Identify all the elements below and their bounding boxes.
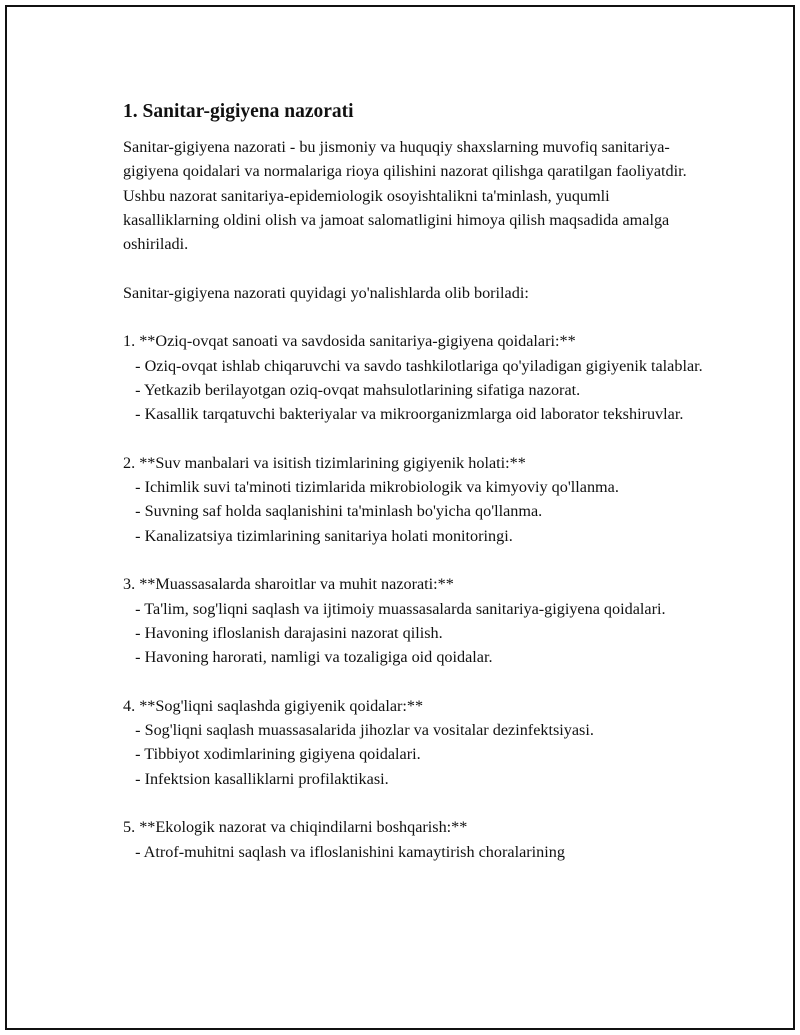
document-heading: 1. Sanitar-gigiyena nazorati	[123, 101, 354, 122]
list-item: - Yetkazib berilayotgan oziq-ovqat mahsulotlarining sifatiga nazorat.	[135, 380, 581, 399]
section-4	[123, 694, 703, 791]
document-body	[123, 99, 703, 864]
section-5	[123, 815, 703, 864]
list-item: - Kanalizatsiya tizimlarining sanitariya holati monitoringi.	[135, 526, 513, 545]
list-item: - Havoning harorati, namligi va tozaligiga oid qoidalar.	[135, 648, 493, 667]
section-title: 3. **Muassasalarda sharoitlar va muhit nazorati:**	[123, 575, 454, 594]
lead-paragraph: Sanitar-gigiyena nazorati quyidagi yo'nalishlarda olib boriladi:	[123, 283, 529, 302]
spacer	[123, 791, 703, 815]
list-item: - Oziq-ovqat ishlab chiqaruvchi va savdo tashkilotlariga qo'yiladigan gigiyenik talablar.	[135, 356, 703, 375]
section-title: 1. **Oziq-ovqat sanoati va savdosida sanitariya-gigiyena qoidalari:**	[123, 332, 576, 351]
section-3	[123, 572, 703, 669]
list-item: - Sog'liqni saqlash muassasalarida jihozlar va vositalar dezinfektsiyasi.	[135, 721, 594, 740]
section-2	[123, 451, 703, 548]
spacer	[123, 256, 703, 280]
list-item: - Suvning saf holda saqlanishini ta'minlash bo'yicha qo'llanma.	[135, 502, 543, 521]
list-item: - Tibbiyot xodimlarining gigiyena qoidalari.	[135, 745, 421, 764]
spacer	[123, 305, 703, 329]
spacer	[123, 427, 703, 451]
page	[5, 5, 795, 1030]
list-item: - Kasallik tarqatuvchi bakteriyalar va mikroorganizmlarga oid laborator tekshiruvlar.	[135, 405, 684, 424]
list-item: - Ta'lim, sog'liqni saqlash va ijtimoiy muassasalarda sanitariya-gigiyena qoidalari.	[135, 599, 666, 618]
list-item: - Ichimlik suvi ta'minoti tizimlarida mikrobiologik va kimyoviy qo'llanma.	[135, 478, 619, 497]
list-item: - Atrof-muhitni saqlash va ifloslanishini kamaytirish choralarining	[135, 842, 565, 861]
section-title: 5. **Ekologik nazorat va chiqindilarni boshqarish:**	[123, 818, 468, 837]
section-title: 2. **Suv manbalari va isitish tizimlarining gigiyenik holati:**	[123, 453, 526, 472]
intro-paragraph: Sanitar-gigiyena nazorati - bu jismoniy va huquqiy shaxslarning muvofiq sanitariya-gigiyena qoidalari va normalariga rioya qilishini nazorat qilishga qaratilgan faoliyatdir. Ushbu nazorat sanitariya-epidemiologik osoyishtalikni ta'minlash, yuqumli kasalliklarning oldini olish va jamoat salomatligini himoya qilish maqsadida amalga oshiriladi.	[123, 138, 687, 254]
spacer	[123, 670, 703, 694]
list-item: - Havoning ifloslanish darajasini nazorat qilish.	[135, 623, 443, 642]
list-item: - Infektsion kasalliklarni profilaktikasi.	[135, 769, 389, 788]
section-1	[123, 329, 703, 426]
spacer	[123, 548, 703, 572]
section-title: 4. **Sog'liqni saqlashda gigiyenik qoidalar:**	[123, 696, 424, 715]
